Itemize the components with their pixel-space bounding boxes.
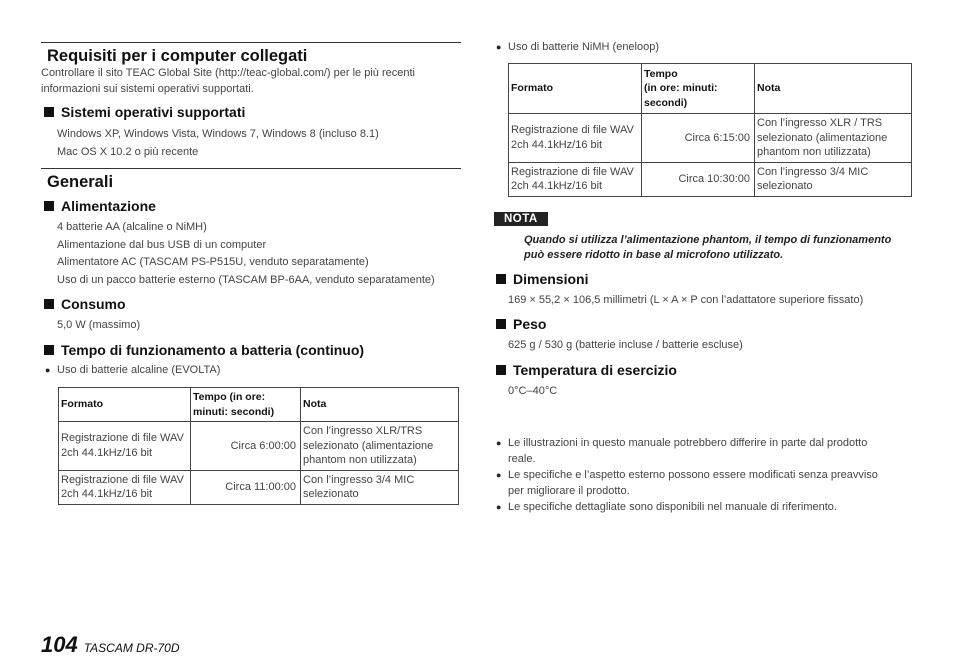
- square-bullet-icon: [496, 274, 506, 284]
- bullet-dot-icon: ●: [496, 502, 502, 512]
- table-header-row: [509, 64, 912, 114]
- col-nota: Nota: [301, 388, 459, 422]
- col-tempo: Tempo (in ore: minuti: secondi): [191, 388, 301, 422]
- cell-tempo: Circa 10:30:00: [642, 162, 755, 196]
- section-title-generali: Generali: [47, 173, 114, 191]
- notes-list: [496, 436, 916, 516]
- cell-tempo: Circa 6:00:00: [191, 422, 301, 471]
- cell-nota: Con l’ingresso 3/4 MIC selezionato: [301, 470, 459, 504]
- cell-formato: Registrazione di file WAV 2ch 44.1kHz/16 bit: [59, 422, 191, 471]
- heading-tempo-funzionamento: Tempo di funzionamento a batteria (continuo): [44, 342, 364, 358]
- square-bullet-icon: [496, 365, 506, 375]
- table-row: [509, 114, 912, 163]
- heading-temperatura: Temperatura di esercizio: [496, 362, 677, 378]
- page-number: 104: [41, 632, 78, 657]
- bullet-dot-icon: ●: [496, 42, 502, 52]
- section-rule-top: [41, 42, 461, 43]
- square-bullet-icon: [44, 201, 54, 211]
- table-header-row: [59, 388, 459, 422]
- consumption-value: 5,0 W (massimo): [57, 319, 141, 331]
- bullet-nimh: ● Uso di batterie NiMH (eneloop): [496, 40, 659, 56]
- temperature-value: 0°C–40°C: [508, 385, 558, 397]
- nota-text: Quando si utilizza l’alimentazione phantom, il tempo di funzionamento può essere ridotto in base al microfono utilizzato.: [524, 234, 892, 261]
- power-item: Alimentazione dal bus USB di un computer: [57, 238, 267, 251]
- col-nota: Nota: [755, 64, 912, 114]
- page-footer: [41, 632, 180, 658]
- model-name: TASCAM DR-70D: [83, 641, 180, 655]
- weight-value: 625 g / 530 g (batterie incluse / batterie escluse): [508, 339, 743, 351]
- bullet-dot-icon: ●: [496, 438, 502, 448]
- intro-text: Controllare il sito TEAC Global Site (http://teac-global.com/) per le più recenti informazioni sui sistemi operativi supportati.: [41, 67, 415, 95]
- section-title-requisiti: Requisiti per i computer collegati: [47, 47, 308, 65]
- power-item: Uso di un pacco batterie esterno (TASCAM BP-6AA, venduto separatamente): [57, 273, 435, 286]
- dimensions-value: 169 × 55,2 × 106,5 millimetri (L × A × P con l’adattatore superiore fissato): [508, 294, 864, 306]
- list-item: ● Le specifiche e l’aspetto esterno possono essere modificati senza preavviso per migliorare il prodotto.: [496, 468, 916, 499]
- section-rule-generali: [41, 168, 461, 169]
- cell-tempo: Circa 11:00:00: [191, 470, 301, 504]
- os-item: Windows XP, Windows Vista, Windows 7, Windows 8 (incluso 8.1): [57, 128, 379, 140]
- list-item: ● Le illustrazioni in questo manuale potrebbero differire in parte dal prodotto reale.: [496, 436, 916, 467]
- square-bullet-icon: [44, 299, 54, 309]
- col-tempo: Tempo (in ore: minuti: secondi): [642, 64, 755, 114]
- nimh-table: [508, 63, 912, 197]
- bullet-dot-icon: ●: [45, 365, 51, 375]
- alkaline-table: [58, 387, 459, 505]
- bullet-dot-icon: ●: [496, 470, 502, 480]
- square-bullet-icon: [496, 319, 506, 329]
- col-formato: Formato: [509, 64, 642, 114]
- heading-consumo: Consumo: [44, 296, 126, 312]
- cell-formato: Registrazione di file WAV 2ch 44.1kHz/16 bit: [509, 162, 642, 196]
- power-item: 4 batterie AA (alcaline o NiMH): [57, 221, 207, 233]
- heading-dimensioni: Dimensioni: [496, 271, 588, 287]
- square-bullet-icon: [44, 345, 54, 355]
- cell-nota: Con l’ingresso XLR / TRS selezionato (alimentazione phantom non utilizzata): [755, 114, 912, 163]
- table-row: [509, 162, 912, 196]
- cell-nota: Con l’ingresso XLR/TRS selezionato (alimentazione phantom non utilizzata): [301, 422, 459, 471]
- table-row: [59, 422, 459, 471]
- bullet-alkaline: ● Uso di batterie alcaline (EVOLTA): [45, 363, 220, 379]
- cell-nota: Con l’ingresso 3/4 MIC selezionato: [755, 162, 912, 196]
- col-formato: Formato: [59, 388, 191, 422]
- cell-formato: Registrazione di file WAV 2ch 44.1kHz/16 bit: [509, 114, 642, 163]
- cell-formato: Registrazione di file WAV 2ch 44.1kHz/16 bit: [59, 470, 191, 504]
- power-item: Alimentatore AC (TASCAM PS-P515U, venduto separatamente): [57, 256, 369, 268]
- heading-sistemi-operativi: Sistemi operativi supportati: [44, 104, 245, 120]
- os-item: Mac OS X 10.2 o più recente: [57, 146, 199, 158]
- heading-peso: Peso: [496, 316, 546, 332]
- cell-tempo: Circa 6:15:00: [642, 114, 755, 163]
- os-list: [57, 125, 379, 161]
- nota-badge: NOTA: [494, 212, 548, 226]
- table-row: [59, 470, 459, 504]
- list-item: ● Le specifiche dettagliate sono disponibili nel manuale di riferimento.: [496, 500, 916, 516]
- power-list: [57, 219, 435, 289]
- heading-alimentazione: Alimentazione: [44, 198, 156, 214]
- square-bullet-icon: [44, 107, 54, 117]
